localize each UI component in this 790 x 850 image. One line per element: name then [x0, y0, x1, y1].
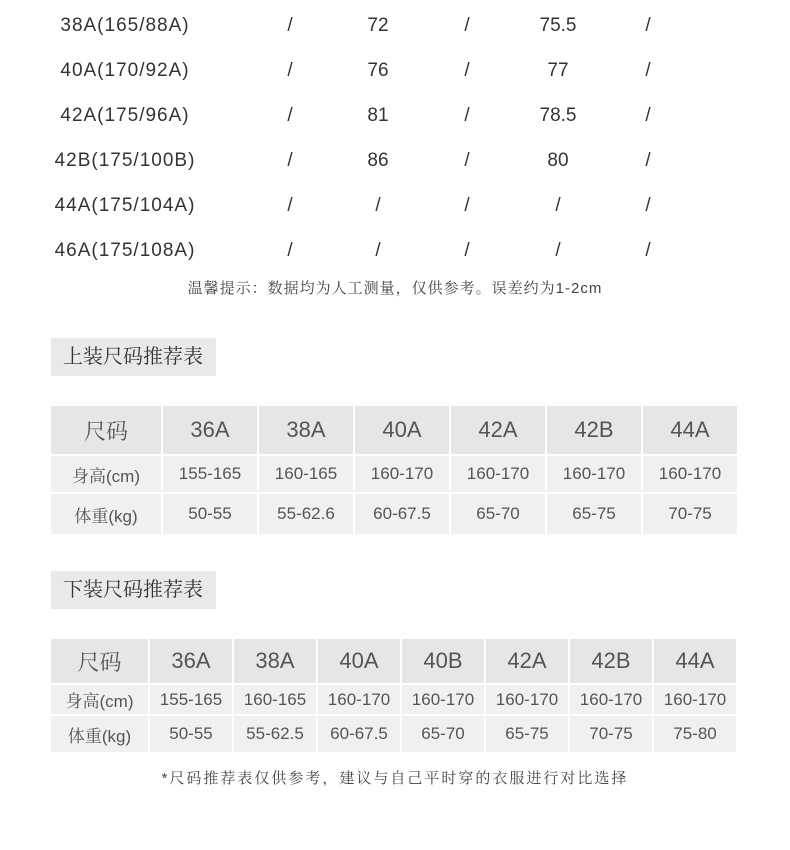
top-size-chart-table	[51, 406, 737, 536]
table-cell: 160-170	[547, 456, 641, 492]
measurement-value: /	[645, 150, 651, 171]
bottom-size-chart-title: 下装尺码推荐表	[51, 571, 216, 609]
table-cell: 160-170	[318, 685, 400, 714]
measurement-value: /	[645, 15, 651, 36]
table-cell: 160-165	[259, 456, 353, 492]
measurement-row	[0, 228, 790, 273]
row-label: 身高(cm)	[51, 456, 161, 492]
measurement-value: 75.5	[539, 15, 577, 36]
measurement-value: /	[464, 150, 470, 171]
measurement-value: 76	[367, 60, 389, 81]
table-cell: 160-165	[234, 685, 316, 714]
table-cell: 160-170	[570, 685, 652, 714]
table-cell: 70-75	[570, 716, 652, 752]
table-cell: 155-165	[150, 685, 232, 714]
table-cell: 70-75	[643, 494, 737, 534]
size-label: 46A(175/108A)	[54, 240, 196, 261]
table-row	[51, 685, 736, 714]
measurement-value: /	[464, 195, 470, 216]
table-header-row	[51, 639, 736, 683]
measurement-value: /	[287, 195, 293, 216]
table-cell: 160-170	[355, 456, 449, 492]
measurement-value: /	[287, 150, 293, 171]
size-label: 42B(175/100B)	[54, 150, 196, 171]
table-header-cell: 42A	[486, 639, 568, 683]
table-header-cell: 尺码	[51, 639, 148, 683]
measurement-row	[0, 3, 790, 48]
measurement-value: /	[555, 195, 561, 216]
table-row	[51, 494, 737, 534]
measurement-value: /	[645, 60, 651, 81]
measurement-row	[0, 183, 790, 228]
size-label: 42A(175/96A)	[60, 105, 190, 126]
measurement-value: /	[464, 240, 470, 261]
table-header-cell: 44A	[654, 639, 736, 683]
table-cell: 155-165	[163, 456, 257, 492]
table-header-cell: 40A	[318, 639, 400, 683]
table-cell: 60-67.5	[355, 494, 449, 534]
measurement-value: 72	[367, 15, 389, 36]
measurement-row	[0, 48, 790, 93]
table-header-cell: 42B	[547, 406, 641, 454]
size-label: 44A(175/104A)	[54, 195, 196, 216]
table-header-cell: 36A	[150, 639, 232, 683]
size-label: 40A(170/92A)	[60, 60, 190, 81]
table-cell: 55-62.5	[234, 716, 316, 752]
table-header-cell: 42A	[451, 406, 545, 454]
measurement-value: /	[287, 60, 293, 81]
table-header-cell: 38A	[234, 639, 316, 683]
table-cell: 65-75	[486, 716, 568, 752]
table-cell: 65-70	[402, 716, 484, 752]
measurement-value: 78.5	[539, 105, 577, 126]
measurement-value: 86	[367, 150, 389, 171]
table-header-cell: 40B	[402, 639, 484, 683]
table-row	[51, 716, 736, 752]
table-cell: 55-62.6	[259, 494, 353, 534]
measurement-value: /	[287, 240, 293, 261]
top-size-chart-title: 上装尺码推荐表	[51, 338, 216, 376]
row-label: 体重(kg)	[51, 494, 161, 534]
table-cell: 75-80	[654, 716, 736, 752]
measurement-value: /	[464, 105, 470, 126]
table-cell: 50-55	[150, 716, 232, 752]
size-chart-footnote: *尺码推荐表仅供参考，建议与自己平时穿的衣服进行对比选择	[161, 770, 629, 787]
table-cell: 160-170	[451, 456, 545, 492]
table-header-cell: 38A	[259, 406, 353, 454]
size-label: 38A(165/88A)	[60, 15, 190, 36]
table-cell: 65-70	[451, 494, 545, 534]
measurement-value: /	[645, 240, 651, 261]
measurement-value: /	[645, 195, 651, 216]
table-header-cell: 40A	[355, 406, 449, 454]
table-header-cell: 42B	[570, 639, 652, 683]
measurement-table	[0, 3, 790, 273]
table-cell: 60-67.5	[318, 716, 400, 752]
measurement-note: 温馨提示：数据均为人工测量，仅供参考。误差约为1-2cm	[187, 280, 603, 297]
measurement-row	[0, 93, 790, 138]
measurement-value: 80	[547, 150, 569, 171]
measurement-value: /	[375, 195, 381, 216]
row-label: 身高(cm)	[51, 685, 148, 714]
table-header-cell: 尺码	[51, 406, 161, 454]
table-row	[51, 456, 737, 492]
table-cell: 50-55	[163, 494, 257, 534]
measurement-value: /	[375, 240, 381, 261]
table-cell: 160-170	[654, 685, 736, 714]
measurement-value: /	[464, 15, 470, 36]
measurement-value: /	[555, 240, 561, 261]
table-header-cell: 36A	[163, 406, 257, 454]
measurement-value: /	[464, 60, 470, 81]
measurement-row	[0, 138, 790, 183]
measurement-value: /	[645, 105, 651, 126]
table-cell: 160-170	[486, 685, 568, 714]
measurement-value: /	[287, 105, 293, 126]
table-cell: 160-170	[643, 456, 737, 492]
row-label: 体重(kg)	[51, 716, 148, 752]
measurement-value: 81	[367, 105, 389, 126]
measurement-value: 77	[547, 60, 569, 81]
table-header-row	[51, 406, 737, 454]
table-header-cell: 44A	[643, 406, 737, 454]
bottom-size-chart-table	[51, 639, 736, 754]
table-cell: 65-75	[547, 494, 641, 534]
measurement-value: /	[287, 15, 293, 36]
table-cell: 160-170	[402, 685, 484, 714]
